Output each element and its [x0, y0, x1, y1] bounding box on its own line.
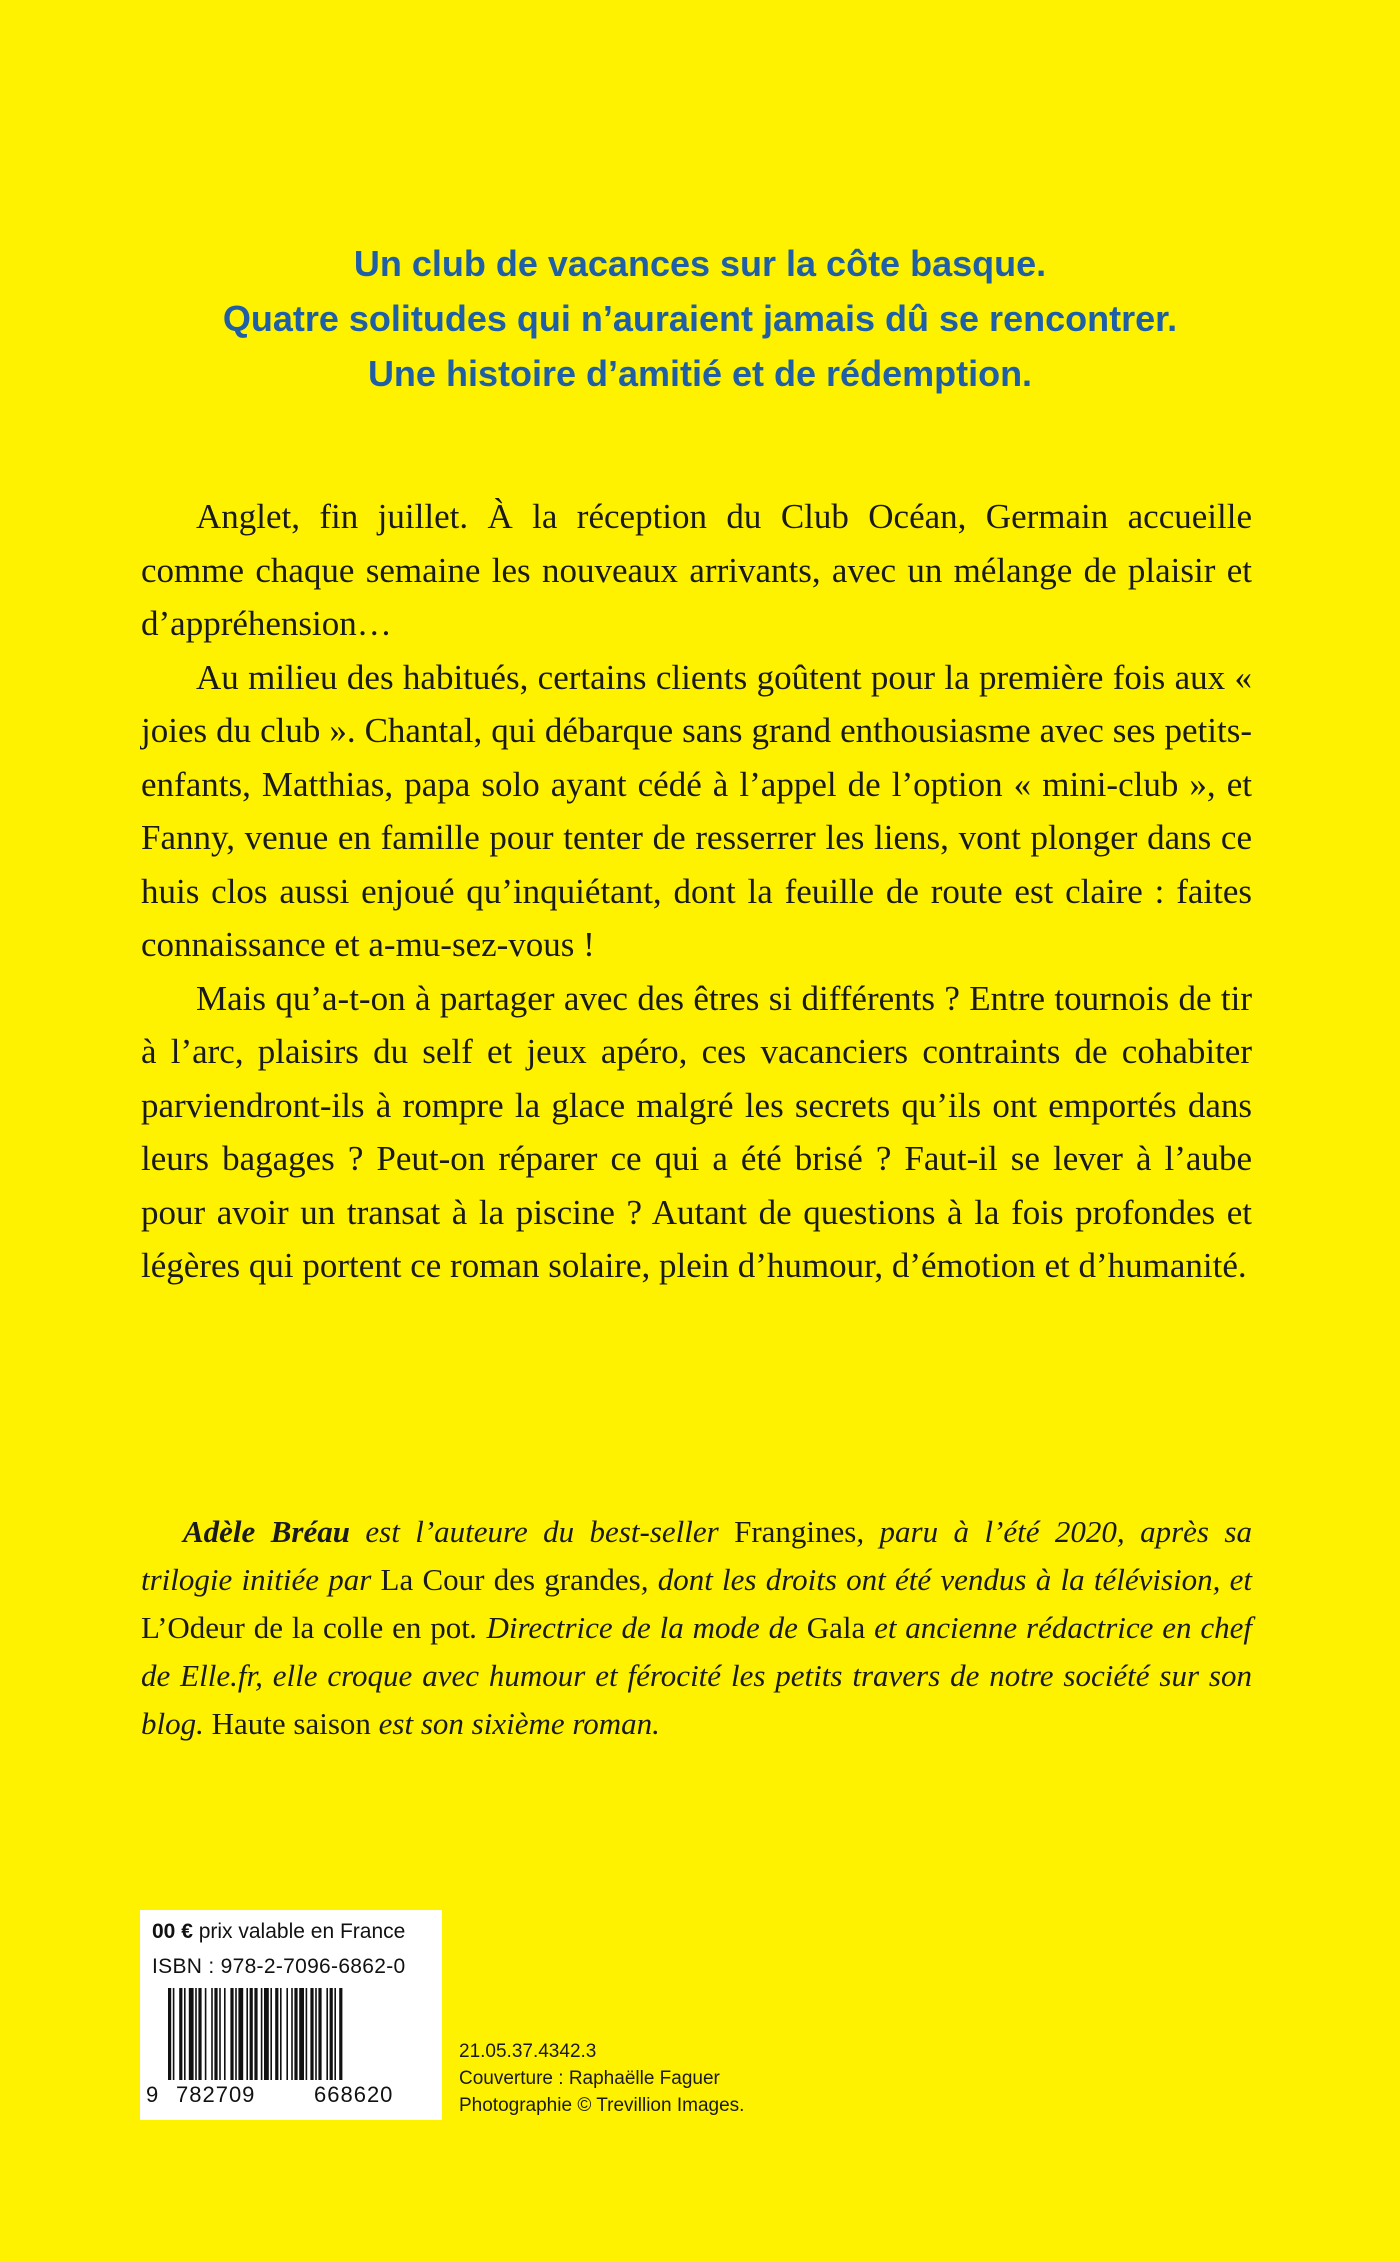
barcode-bar — [334, 1988, 336, 2080]
barcode-bar — [246, 1988, 248, 2080]
bio-text-5: et ancienne rédactrice en chef de Elle.fr, elle croque avec humour et férocité les petits travers de notre société sur son blog. — [141, 1610, 1252, 1741]
barcode-bar — [184, 1988, 186, 2080]
barcode-bar — [286, 1988, 288, 2080]
barcode-bar — [189, 1988, 194, 2080]
barcode-bar — [299, 1988, 304, 2080]
barcode-bar — [230, 1988, 233, 2080]
barcode-bars — [152, 1988, 432, 2088]
tagline-line-2: Quatre solitudes qui n’auraient jamais dû se rencontrer. — [222, 298, 1178, 339]
barcode-bar — [275, 1988, 278, 2080]
barcode-bar — [261, 1988, 263, 2080]
synopsis-paragraph-1: Anglet, fin juillet. À la réception du Club Océan, Germain accueille comme chaque semaine les nouveaux arrivants, avec un mélange de plaisir et d’appréhension… — [141, 497, 1252, 643]
barcode-bar — [270, 1988, 272, 2080]
bio-text-3: , dont les droits ont été vendus à la télévision, et — [640, 1562, 1252, 1597]
barcode-bar — [280, 1988, 282, 2080]
price-note: prix valable en France — [192, 1920, 406, 1943]
synopsis-paragraph-3: Mais qu’a-t-on à partager avec des êtres si différents ? Entre tournois de tir à l’arc, plaisirs du self et jeux apéro, ces vacanciers contraints de cohabiter parviendront-ils à rompre la glace malgré les secrets qu’ils ont emportés dans leurs bagages ? Peut-on réparer ce qui a été brisé ? Faut-il se lever à l’aube pour avoir un transat à la piscine ? Autant de questions à la fois profondes et légères qui portent ce roman solaire, plein d’humour, d’émotion et d’humanité. — [141, 978, 1252, 1285]
barcode-bar — [310, 1988, 313, 2080]
tagline — [0, 236, 1400, 401]
credits — [459, 2038, 744, 2119]
credits-code: 21.05.37.4342.3 — [459, 2041, 597, 2062]
barcode-bar — [219, 1988, 221, 2080]
barcode-bar — [291, 1988, 293, 2080]
synopsis-paragraph-2: Au milieu des habitués, certains clients goûtent pour la première fois aux « joies du club ». Chantal, qui débarque sans grand enthousiasme avec ses petits-enfants, Matthias, papa solo ayant cédé à l’appel de l’option « mini-club », et Fanny, venue en famille pour tenter de resserrer les liens, vont plonger dans ce huis clos aussi enjoué qu’inquiétant, dont la feuille de route est claire : faites connaissance et a-mu-sez-vous ! — [141, 657, 1252, 964]
book-title-odeur-colle: L’Odeur de la colle en pot — [141, 1610, 470, 1645]
bio-text-1: est l’auteure du best-seller — [349, 1514, 735, 1549]
barcode-bar — [224, 1988, 226, 2080]
barcode-bar — [235, 1988, 237, 2080]
price-value: 00 € — [152, 1920, 193, 1943]
tagline-line-3: Une histoire d’amitié et de rédemption. — [367, 353, 1033, 394]
barcode-digits-right: 668620 — [314, 2082, 394, 2107]
tagline-line-1: Un club de vacances sur la côte basque. — [353, 243, 1047, 284]
book-title-cour-des-grandes: La Cour des grandes — [380, 1562, 641, 1597]
price-line — [152, 1920, 405, 1944]
bio-text-4: . Directrice de la mode de — [469, 1610, 807, 1645]
isbn: ISBN : 978-2-7096-6862-0 — [152, 1955, 406, 1978]
barcode-bar — [339, 1988, 342, 2080]
author-bio-paragraph — [141, 1508, 1252, 1748]
barcode-bar — [330, 1988, 333, 2080]
bio-text-6: est son sixième roman. — [370, 1706, 660, 1741]
bio-text-2: , paru à l’été 2020, après sa trilogie initiée par — [141, 1514, 1252, 1597]
barcode-bar — [168, 1988, 171, 2080]
barcode-bar — [250, 1988, 253, 2080]
barcode-bar — [214, 1988, 217, 2080]
barcode-bar — [326, 1988, 328, 2080]
barcode-bar — [254, 1988, 257, 2080]
barcode-bar — [315, 1988, 317, 2080]
book-title-haute-saison: Haute saison — [211, 1706, 371, 1741]
barcode-bar — [306, 1988, 308, 2080]
book-title-frangines: Frangines — [734, 1514, 857, 1549]
barcode-bar — [173, 1988, 175, 2080]
magazine-gala: Gala — [806, 1610, 866, 1645]
author-bio — [141, 1508, 1252, 1748]
author-name: Adèle Bréau — [183, 1514, 350, 1549]
credits-photo: Photographie © Trevillion Images. — [459, 2095, 745, 2116]
barcode-bar — [195, 1988, 197, 2080]
synopsis — [141, 490, 1252, 1293]
barcode-bar — [179, 1988, 182, 2080]
barcode-bar — [205, 1988, 207, 2080]
credits-cover: Couverture : Raphaëlle Faguer — [459, 2068, 720, 2089]
barcode-bar — [198, 1988, 201, 2080]
barcode-digits-left: 782709 — [176, 2082, 256, 2107]
barcode-bar — [211, 1988, 213, 2080]
barcode-bar — [318, 1988, 321, 2080]
barcode-bar — [238, 1988, 243, 2080]
barcode-digit-first: 9 — [146, 2082, 160, 2107]
barcode-bar — [294, 1988, 297, 2080]
barcode-box — [140, 1910, 442, 2120]
barcode-bar — [264, 1988, 269, 2080]
